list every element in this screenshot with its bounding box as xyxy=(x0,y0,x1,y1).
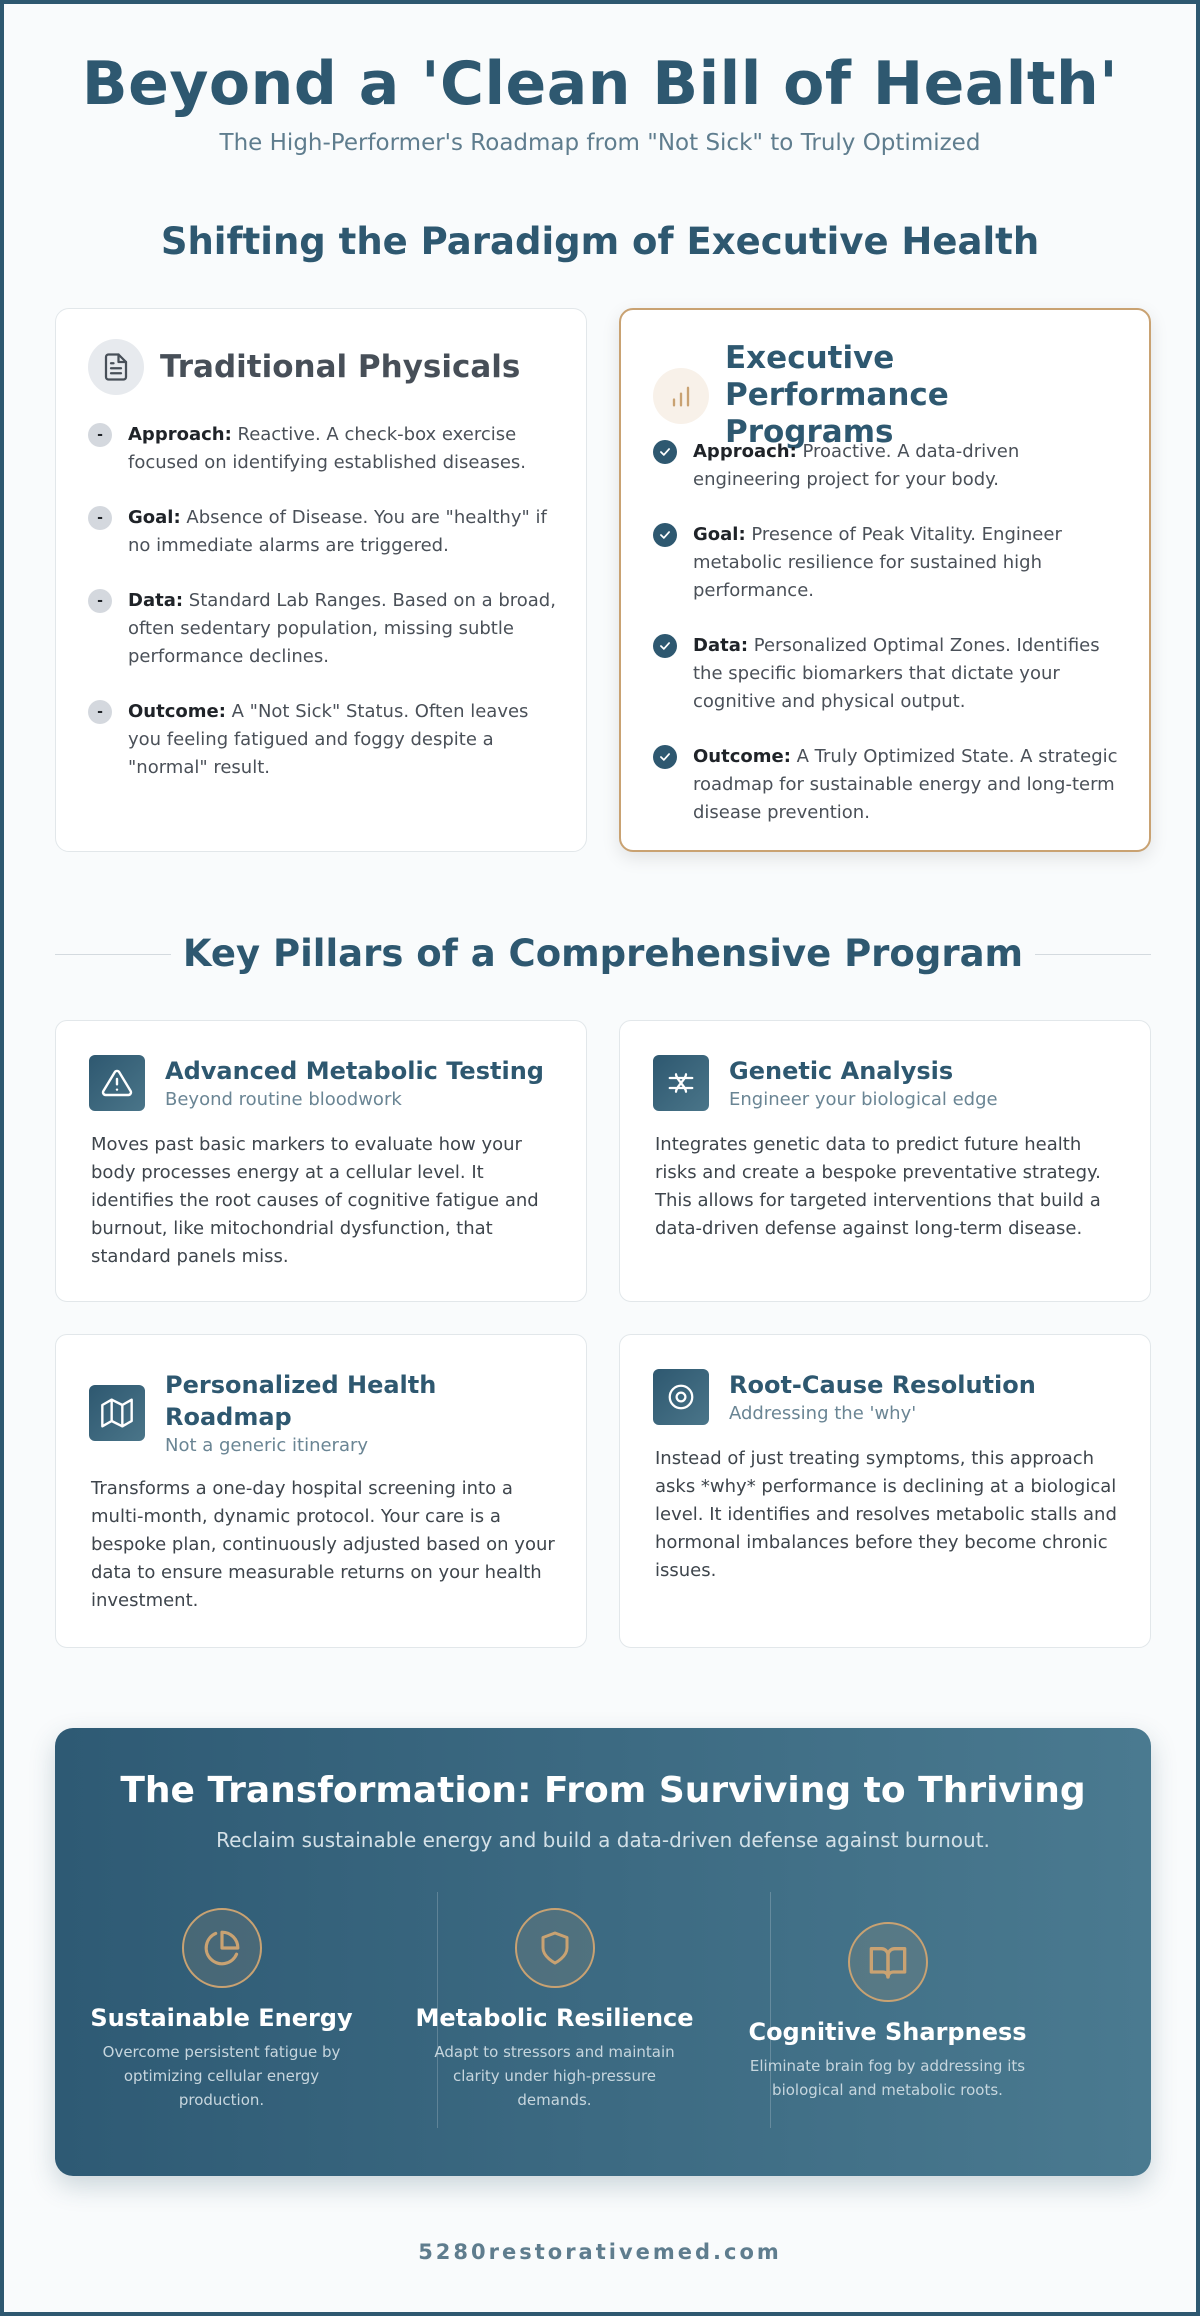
item-text: Absence of Disease. You are "healthy" if no immediate alarms are triggered. xyxy=(128,507,547,556)
pillar-card-genetic-analysis xyxy=(619,1020,1151,1302)
pie-chart-icon xyxy=(182,1908,262,1988)
footer-site-url[interactable]: 5280restorativemed.com xyxy=(418,2240,782,2264)
divider-line xyxy=(1035,954,1151,955)
pillars-heading-row xyxy=(55,926,1151,982)
dash-icon: - xyxy=(88,700,112,724)
bar-chart-icon xyxy=(653,368,709,424)
list-item xyxy=(653,438,1125,494)
pillar-subtitle: Beyond routine bloodwork xyxy=(165,1089,402,1110)
shield-icon xyxy=(515,1908,595,1988)
list-item xyxy=(88,698,562,782)
item-label: Outcome: xyxy=(693,746,791,767)
pillar-subtitle: Addressing the 'why' xyxy=(729,1403,917,1424)
card-title: Traditional Physicals xyxy=(160,348,521,385)
traditional-list xyxy=(88,421,562,809)
dash-icon: - xyxy=(88,589,112,613)
item-label: Approach: xyxy=(693,441,797,462)
pillar-card-health-roadmap xyxy=(55,1334,587,1648)
item-text: Standard Lab Ranges. Based on a broad, often sedentary population, missing subtle performance declines. xyxy=(128,590,556,667)
document-icon xyxy=(88,339,144,395)
dna-icon xyxy=(653,1055,709,1111)
item-text: Proactive. A data-driven engineering project for your body. xyxy=(693,441,1020,490)
list-item xyxy=(88,504,562,560)
item-label: Data: xyxy=(128,590,184,611)
pillar-body: Moves past basic markers to evaluate how your body processes energy at a cellular level. It identifies the root causes of cognitive fatigue and burnout, like mitochondrial dysfunction, that standard panels miss. xyxy=(91,1134,539,1267)
benefit-cognitive-sharpness xyxy=(721,1892,1054,2128)
map-icon xyxy=(89,1385,145,1441)
item-text: A Truly Optimized State. A strategic roadmap for sustainable energy and long-term disease prevention. xyxy=(693,746,1118,823)
transformation-title: The Transformation: From Surviving to Thriving xyxy=(120,1770,1086,1811)
benefit-sustainable-energy xyxy=(55,1892,388,2128)
dash-icon: - xyxy=(88,506,112,530)
paradigm-heading: Shifting the Paradigm of Executive Health xyxy=(160,220,1040,263)
pillar-card-root-cause xyxy=(619,1334,1151,1648)
item-label: Goal: xyxy=(693,524,746,545)
item-text: A "Not Sick" Status. Often leaves you feeling fatigued and foggy despite a "normal" result. xyxy=(128,701,529,778)
page-subtitle: The High-Performer's Roadmap from "Not Sick" to Truly Optimized xyxy=(219,130,981,156)
item-label: Data: xyxy=(693,635,749,656)
target-icon xyxy=(653,1369,709,1425)
pillar-body: Integrates genetic data to predict future health risks and create a bespoke preventative strategy. This allows for targeted interventions that build a data-driven defense against long-term disease. xyxy=(655,1134,1101,1239)
list-item xyxy=(653,632,1125,716)
book-icon xyxy=(848,1922,928,2002)
benefit-text: Overcome persistent fatigue by optimizing cellular energy production. xyxy=(102,2043,341,2109)
pillar-title: Personalized Health Roadmap xyxy=(165,1371,437,1431)
executive-list xyxy=(653,438,1125,854)
list-item xyxy=(653,521,1125,605)
card-title: Executive Performance Programs xyxy=(725,340,949,450)
benefit-title: Sustainable Energy xyxy=(90,2004,353,2032)
traditional-physicals-card xyxy=(55,308,587,852)
item-label: Goal: xyxy=(128,507,181,528)
pillar-card-metabolic-testing xyxy=(55,1020,587,1302)
item-text: Presence of Peak Vitality. Engineer metabolic resilience for sustained high performance. xyxy=(693,524,1062,601)
list-item xyxy=(653,743,1125,827)
check-icon xyxy=(653,440,677,464)
card-header xyxy=(88,339,520,395)
executive-programs-card xyxy=(619,308,1151,852)
transformation-panel xyxy=(55,1728,1151,2176)
list-item xyxy=(88,421,562,477)
hero xyxy=(4,42,1196,156)
pillar-header xyxy=(89,1055,565,1111)
benefit-text: Adapt to stressors and maintain clarity under high-pressure demands. xyxy=(434,2043,675,2109)
item-text: Reactive. A check-box exercise focused on identifying established diseases. xyxy=(128,424,527,473)
pillar-title: Root-Cause Resolution xyxy=(729,1371,1036,1399)
benefit-metabolic-resilience xyxy=(388,1892,721,2128)
pillar-body: Transforms a one-day hospital screening into a multi-month, dynamic protocol. Your care is a bespoke plan, continuously adjusted based on your data to ensure measurable returns on your health investment. xyxy=(91,1478,555,1611)
check-icon xyxy=(653,523,677,547)
pillar-subtitle: Engineer your biological edge xyxy=(729,1089,998,1110)
benefit-title: Cognitive Sharpness xyxy=(748,2018,1027,2046)
benefit-text: Eliminate brain fog by addressing its biological and metabolic roots. xyxy=(749,2057,1026,2099)
pillar-header xyxy=(653,1369,1129,1425)
pillar-header xyxy=(89,1369,565,1456)
pillar-subtitle: Not a generic itinerary xyxy=(165,1435,369,1456)
card-header xyxy=(653,340,1125,451)
transformation-subtitle: Reclaim sustainable energy and build a data-driven defense against burnout. xyxy=(216,1828,990,1852)
pillars-heading: Key Pillars of a Comprehensive Program xyxy=(182,932,1024,975)
item-label: Approach: xyxy=(128,424,232,445)
benefit-title: Metabolic Resilience xyxy=(415,2004,694,2032)
item-label: Outcome: xyxy=(128,701,226,722)
pillar-title: Genetic Analysis xyxy=(729,1057,954,1085)
list-item xyxy=(88,587,562,671)
check-icon xyxy=(653,634,677,658)
dash-icon: - xyxy=(88,423,112,447)
pillar-body: Instead of just treating symptoms, this approach asks *why* performance is declining at a biological level. It identifies and resolves metabolic stalls and hormonal imbalances before they become chronic issues. xyxy=(655,1448,1117,1581)
item-text: Personalized Optimal Zones. Identifies the specific biomarkers that dictate your cognitive and physical output. xyxy=(693,635,1100,712)
warning-icon xyxy=(89,1055,145,1111)
pillar-title: Advanced Metabolic Testing xyxy=(165,1057,544,1085)
check-icon xyxy=(653,745,677,769)
pillar-header xyxy=(653,1055,1129,1111)
page-title: Beyond a 'Clean Bill of Health' xyxy=(81,49,1119,119)
